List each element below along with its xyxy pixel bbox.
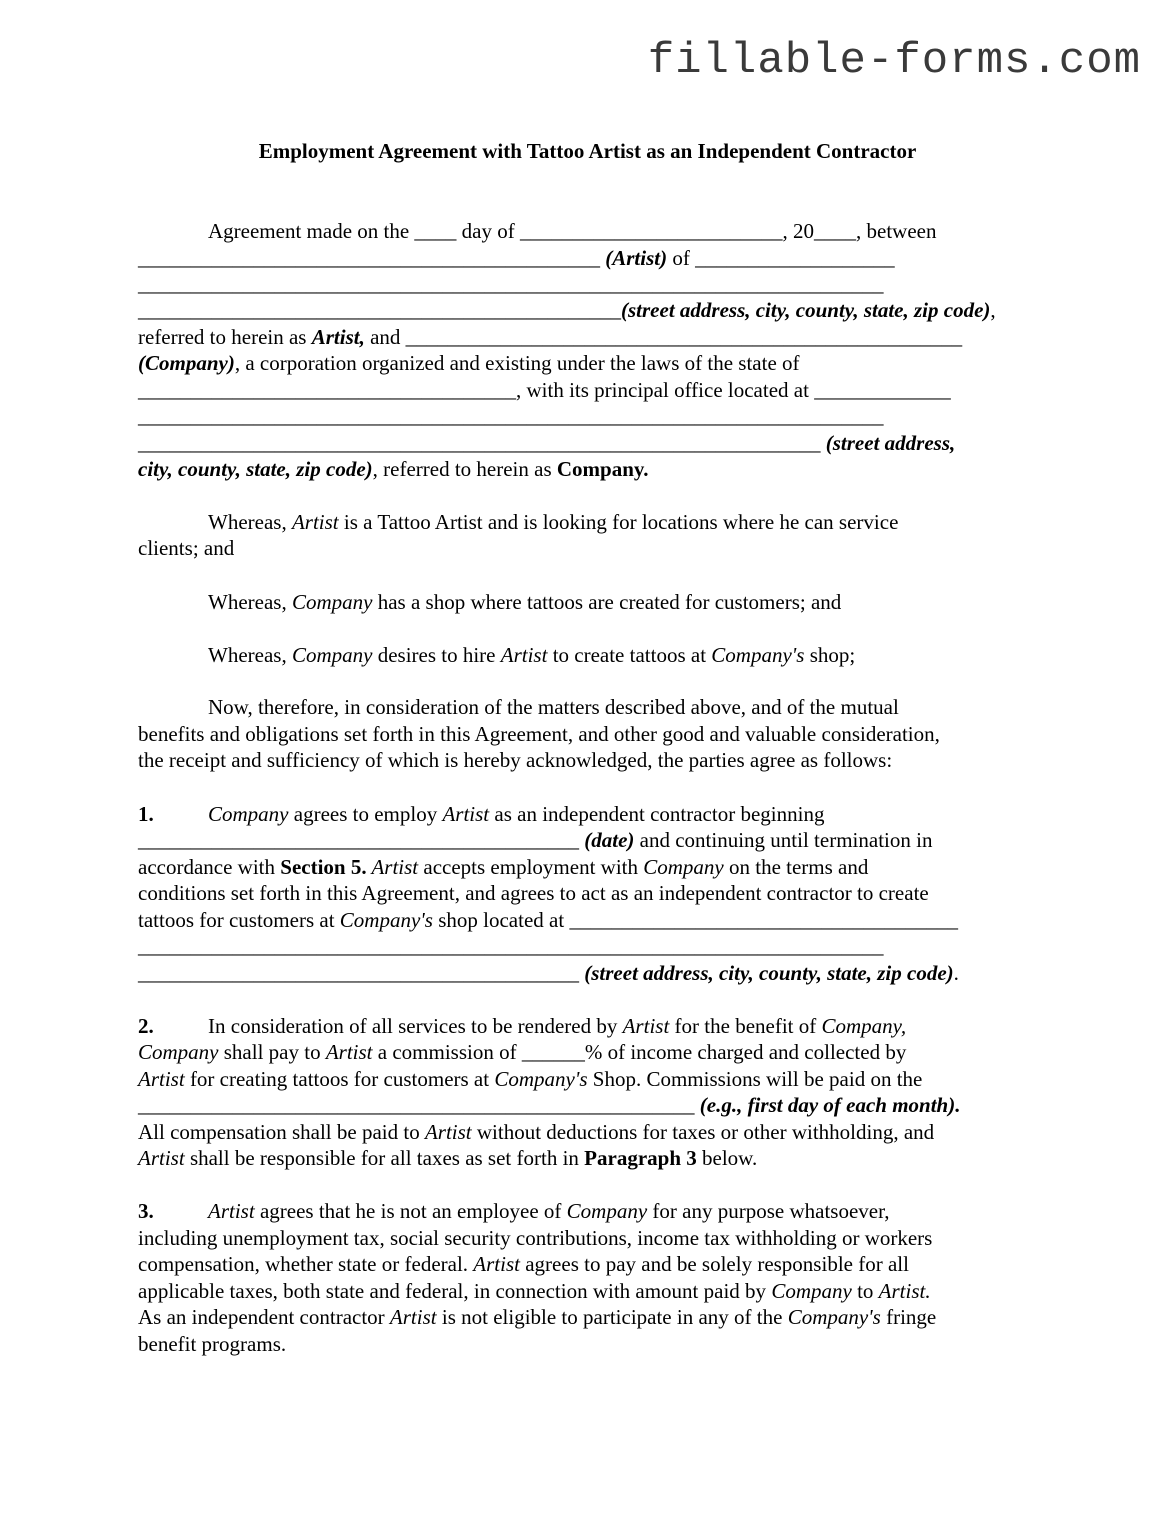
text-run: Whereas, <box>208 643 292 667</box>
text-run: As an independent contractor <box>138 1305 390 1329</box>
text-run: city, county, state, zip code) <box>138 457 373 481</box>
section-3-line-6: benefit programs. <box>138 1332 287 1356</box>
text-run: for creating tattoos for customers at <box>184 1067 495 1091</box>
artist-address-line-1[interactable]: _______________________________________________________________________ <box>138 272 884 296</box>
shop-location-field[interactable]: _____________________________________ <box>569 908 958 932</box>
intro-line-4 <box>138 297 1038 324</box>
text-run: for any purpose whatsoever, <box>647 1199 890 1223</box>
day-field[interactable]: ____ <box>414 219 457 243</box>
intro-line-7 <box>138 377 1038 404</box>
text-run: Company <box>208 802 289 826</box>
text-run: , with its principal office located at <box>516 378 815 402</box>
text-run: Paragraph 3 <box>584 1146 697 1170</box>
section-1-line-5 <box>138 907 1038 934</box>
intro-line-1 <box>138 218 1108 245</box>
text-run: (street address, <box>820 431 956 455</box>
section-2-line-3 <box>138 1066 1038 1093</box>
text-run: Company <box>138 1040 219 1064</box>
text-run: , a corporation organized and existing under the laws of the state of <box>234 351 800 375</box>
text-run: . <box>953 961 959 985</box>
text-run: and continuing until termination in <box>634 828 933 852</box>
text-run: Whereas, <box>208 510 292 534</box>
intro-line-5 <box>138 324 1038 351</box>
text-run: Whereas, <box>208 590 292 614</box>
whereas-1-line-1 <box>138 509 1108 536</box>
text-run: Company's <box>339 908 433 932</box>
text-run: applicable taxes, both state and federal, in connection with amount paid by <box>138 1279 772 1303</box>
intro-line-10 <box>138 456 1038 483</box>
state-field[interactable]: ____________________________________ <box>138 378 516 402</box>
company-address-field[interactable]: _________________________________________________________________ <box>138 431 821 455</box>
text-run: Artist <box>473 1252 520 1276</box>
text-run: Artist <box>389 1305 437 1329</box>
text-run: Artist <box>442 802 490 826</box>
whereas-3 <box>138 642 1108 669</box>
start-date-field[interactable]: __________________________________________ <box>138 828 579 852</box>
text-run: (Artist) <box>600 246 668 270</box>
text-run: agrees to pay and be solely responsible for all <box>519 1252 909 1276</box>
text-run: shop located at <box>432 908 570 932</box>
text-run: Artist <box>291 510 339 534</box>
text-run: , 20 <box>782 219 814 243</box>
section-3-line-2: including unemployment tax, social security contributions, income tax withholding or workers <box>138 1226 933 1250</box>
text-run: tattoos for customers at <box>138 908 340 932</box>
intro-line-2 <box>138 245 1038 272</box>
text-run: on the terms and <box>723 855 869 879</box>
shop-address-field[interactable]: __________________________________________ <box>138 961 579 985</box>
section-2-line-4 <box>138 1092 1038 1119</box>
watermark-logo: fillable-forms.com <box>647 36 1141 86</box>
text-run: to <box>851 1279 879 1303</box>
text-run: Artist <box>500 643 548 667</box>
text-run: Company <box>566 1199 648 1223</box>
text-run: Company. <box>556 457 649 481</box>
section-3-line-5 <box>138 1304 1038 1331</box>
artist-name-field[interactable]: ____________________________________________ <box>138 246 600 270</box>
artist-address-field[interactable]: ______________________________________________ <box>138 298 621 322</box>
text-run: is a Tattoo Artist and is looking for locations where he can service <box>338 510 899 534</box>
section-1-line-2 <box>138 827 1038 854</box>
text-run: Agreement made on the <box>208 219 415 243</box>
text-run: Shop. Commissions will be paid on the <box>587 1067 923 1091</box>
text-run: shall pay to <box>218 1040 326 1064</box>
text-run: a commission of <box>372 1040 522 1064</box>
text-run: without deductions for taxes or other withholding, and <box>471 1120 935 1144</box>
section-1-line-1 <box>138 801 1038 828</box>
text-run: shop; <box>804 643 856 667</box>
text-run: below. <box>696 1146 758 1170</box>
text-run: of <box>667 246 696 270</box>
section-2-number: 2. <box>138 1014 154 1038</box>
text-run: Artist <box>366 855 419 879</box>
text-run: % of income charged and collected by <box>584 1040 907 1064</box>
section-1-line-3 <box>138 854 1038 881</box>
text-run: (date) <box>579 828 635 852</box>
text-run: has a shop where tattoos are created for customers; and <box>372 590 842 614</box>
office-field[interactable]: _____________ <box>814 378 951 402</box>
text-run: (street address, city, county, state, zip code) <box>621 298 991 322</box>
text-run: Artist, <box>311 325 365 349</box>
intro-line-6 <box>138 350 1038 377</box>
now-therefore-line-3: the receipt and sufficiency of which is hereby acknowledged, the parties agree as follows: <box>138 748 893 772</box>
text-run: Company's <box>711 643 805 667</box>
text-run: (street address, city, county, state, zip code) <box>579 961 954 985</box>
text-run: for the benefit of <box>669 1014 822 1038</box>
text-run: Company, <box>821 1014 907 1038</box>
text-run: , between <box>856 219 937 243</box>
section-3-line-3 <box>138 1251 1038 1278</box>
text-run: accordance with <box>138 855 281 879</box>
text-run: (e.g., first day of each month). <box>694 1093 961 1117</box>
text-run: accepts employment with <box>418 855 644 879</box>
whereas-2 <box>138 589 1108 616</box>
text-run: All compensation shall be paid to <box>138 1120 425 1144</box>
whereas-1-line-2: clients; and <box>138 536 235 560</box>
section-1-number: 1. <box>138 802 154 826</box>
text-run: Artist <box>325 1040 373 1064</box>
payment-schedule-field[interactable]: _____________________________________________________ <box>138 1093 695 1117</box>
now-therefore-line-2: benefits and obligations set forth in this Agreement, and other good and valuable consideration, <box>138 722 940 746</box>
text-run: Company's <box>494 1067 588 1091</box>
shop-address-line-1[interactable]: _______________________________________________________________________ <box>138 934 884 958</box>
text-run: is not eligible to participate in any of the <box>436 1305 788 1329</box>
text-run: (Company) <box>138 351 235 375</box>
artist-location-field[interactable]: ___________________ <box>695 246 895 270</box>
text-run: shall be responsible for all taxes as set forth in <box>184 1146 585 1170</box>
text-run: agrees to employ <box>288 802 443 826</box>
text-run: desires to hire <box>372 643 501 667</box>
section-1-line-7 <box>138 960 1038 987</box>
month-field[interactable]: _________________________ <box>520 219 783 243</box>
year-field[interactable]: ____ <box>814 219 856 243</box>
text-run: Company <box>771 1279 852 1303</box>
text-run: , <box>990 298 996 322</box>
text-run: , referred to herein as <box>372 457 557 481</box>
company-name-field[interactable]: _____________________________________________________ <box>405 325 963 349</box>
text-run: Artist <box>622 1014 670 1038</box>
text-run: Artist <box>138 1146 185 1170</box>
section-2-line-2 <box>138 1039 1038 1066</box>
text-run: Artist <box>424 1120 472 1144</box>
text-run: fringe <box>880 1305 937 1329</box>
text-run: agrees that he is not an employee of <box>254 1199 567 1223</box>
now-therefore-line-1: Now, therefore, in consideration of the matters described above, and of the mutual <box>208 695 899 719</box>
text-run: Company's <box>787 1305 881 1329</box>
intro-line-9 <box>138 430 1038 457</box>
section-3-line-1 <box>138 1198 1038 1225</box>
section-2-line-6 <box>138 1145 1038 1172</box>
section-2-line-1 <box>138 1013 1038 1040</box>
text-run: referred to herein as <box>138 325 312 349</box>
text-run: compensation, whether state or federal. <box>138 1252 474 1276</box>
text-run: and <box>364 325 406 349</box>
text-run: Section 5. <box>280 855 367 879</box>
text-run: to create tattoos at <box>547 643 712 667</box>
section-3-number: 3. <box>138 1199 154 1223</box>
text-run: Company <box>291 643 373 667</box>
document-title: Employment Agreement with Tattoo Artist as an Independent Contractor <box>258 139 917 163</box>
section-1-line-4: conditions set forth in this Agreement, and agrees to act as an independent contractor to create <box>138 881 929 905</box>
text-run: Company <box>643 855 724 879</box>
text-run: In consideration of all services to be rendered by <box>208 1014 623 1038</box>
commission-percent-field[interactable]: ______ <box>521 1040 585 1064</box>
section-3-line-4 <box>138 1278 1038 1305</box>
company-address-line-1[interactable]: _______________________________________________________________________ <box>138 404 884 428</box>
text-run: Artist. <box>878 1279 931 1303</box>
text-run: Artist <box>208 1199 255 1223</box>
text-run: as an independent contractor beginning <box>489 802 825 826</box>
section-2-line-5 <box>138 1119 1038 1146</box>
text-run: day of <box>456 219 520 243</box>
text-run: Artist <box>138 1067 185 1091</box>
text-run: Company <box>291 590 373 614</box>
